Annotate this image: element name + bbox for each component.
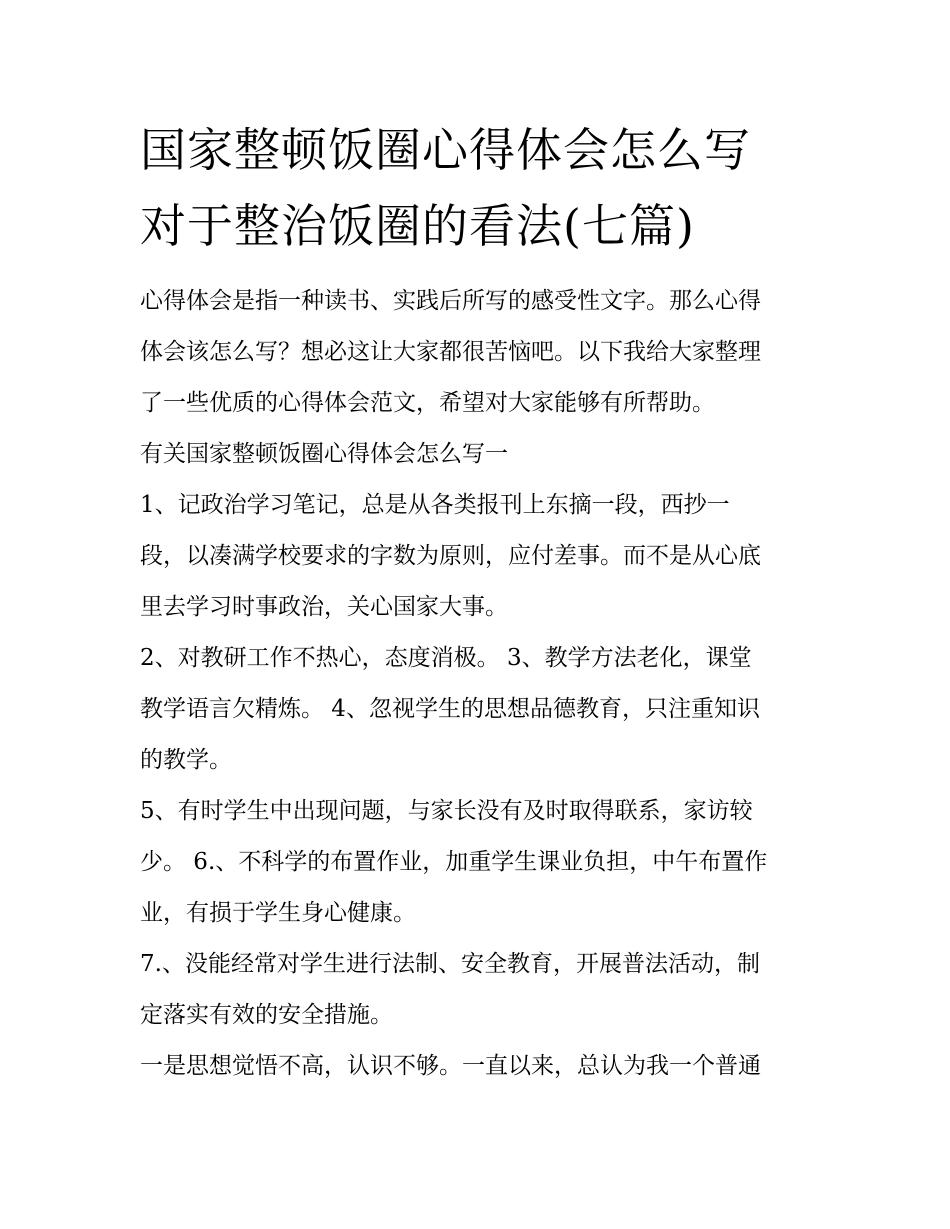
document-title bbox=[140, 112, 840, 264]
text-line: 1、记政治学习笔记，总是从各类报刊上东摘一段，西抄一 bbox=[140, 492, 730, 518]
text-line: 有关国家整顿饭圈心得体会怎么写一 bbox=[140, 441, 508, 467]
text-line: 里去学习时事政治，关心国家大事。 bbox=[140, 594, 508, 620]
text-line: 定落实有效的安全措施。 bbox=[140, 1002, 393, 1028]
text-line: 了一些优质的心得体会范文，希望对大家能够有所帮助。 bbox=[140, 390, 715, 416]
list-item-paragraph bbox=[140, 939, 820, 1041]
text-line: 一是思想觉悟不高，认识不够。一直以来，总认为我一个普通 bbox=[140, 1053, 761, 1079]
list-item-paragraph bbox=[140, 480, 820, 633]
list-item-paragraph bbox=[140, 633, 820, 786]
text-line: 的教学。 bbox=[140, 747, 232, 773]
document-body bbox=[140, 276, 820, 1092]
text-line: 5、有时学生中出现问题，与家长没有及时取得联系，家访较 bbox=[140, 798, 753, 824]
list-item-paragraph bbox=[140, 786, 820, 939]
body-paragraph bbox=[140, 1041, 820, 1092]
text-line: 7.、没能经常对学生进行法制、安全教育，开展普法活动，制 bbox=[140, 951, 760, 977]
text-line: 教学语言欠精炼。 4、忽视学生的思想品德教育，只注重知识 bbox=[140, 696, 760, 722]
text-line: 2、对教研工作不热心，态度消极。 3、教学方法老化，课堂 bbox=[140, 645, 752, 671]
text-line: 体会该怎么写？想必这让大家都很苦恼吧。以下我给大家整理 bbox=[140, 339, 761, 365]
text-line: 少。 6.、不科学的布置作业，加重学生课业负担，中午布置作 bbox=[140, 849, 768, 875]
text-line: 心得体会是指一种读书、实践后所写的感受性文字。那么心得 bbox=[140, 288, 761, 314]
title-line: 对于整治饭圈的看法(七篇) bbox=[140, 199, 695, 253]
text-line: 段，以凑满学校要求的字数为原则，应付差事。而不是从心底 bbox=[140, 543, 761, 569]
title-line: 国家整顿饭圈心得体会怎么写 bbox=[140, 123, 751, 177]
intro-paragraph bbox=[140, 276, 820, 429]
section-heading bbox=[140, 429, 820, 480]
text-line: 业，有损于学生身心健康。 bbox=[140, 900, 416, 926]
